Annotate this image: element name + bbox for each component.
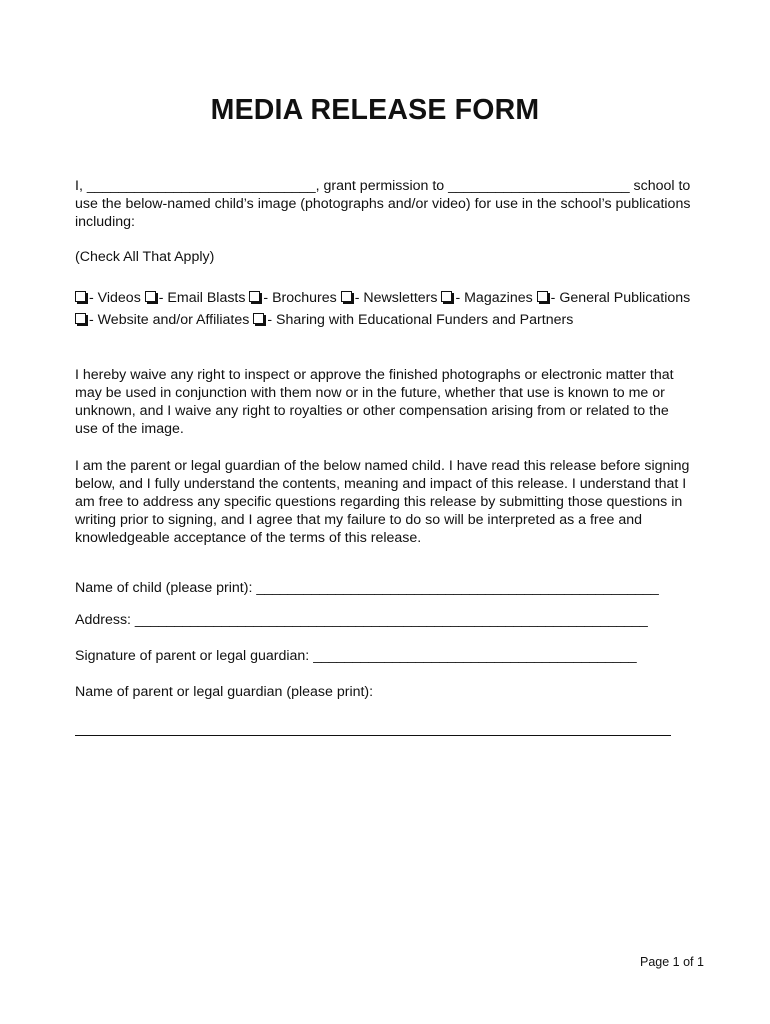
option-label: - Newsletters <box>354 290 438 306</box>
option-general-publications[interactable] <box>537 290 691 306</box>
checkbox-icon[interactable] <box>145 291 156 302</box>
waiver-paragraph: I hereby waive any right to inspect or approve the finished photographs or electronic matter that may be used in conjunction with them now or in the future, whether that use is known to me or unknown, and I waive any right to royalties or other compensation arising from or related to the use of the image. <box>75 367 674 437</box>
option-brochures[interactable] <box>249 290 336 306</box>
check-instruction: (Check All That Apply) <box>75 249 215 265</box>
option-website[interactable] <box>75 312 249 328</box>
option-label: - Magazines <box>455 290 533 306</box>
option-sharing-funders[interactable] <box>253 312 573 328</box>
option-newsletters[interactable] <box>341 290 438 306</box>
child-name-field[interactable]: Name of child (please print): ___________________________________________________ <box>75 580 659 596</box>
option-label: - Videos <box>89 290 141 306</box>
checkbox-icon[interactable] <box>441 291 452 302</box>
media-options <box>75 287 695 331</box>
page-number: Page 1 of 1 <box>640 955 704 969</box>
checkbox-icon[interactable] <box>249 291 260 302</box>
guardian-name-line[interactable] <box>75 735 671 736</box>
option-label: - Website and/or Affiliates <box>89 312 250 328</box>
page-title: MEDIA RELEASE FORM <box>210 94 540 126</box>
option-magazines[interactable] <box>441 290 532 306</box>
checkbox-icon[interactable] <box>75 313 86 324</box>
checkbox-icon[interactable] <box>537 291 548 302</box>
option-label: - Brochures <box>263 290 337 306</box>
option-label: - General Publications <box>550 290 691 306</box>
checkbox-icon[interactable] <box>253 313 264 324</box>
guardian-statement: I am the parent or legal guardian of the below named child. I have read this release before signing below, and I fully understand the contents, meaning and impact of this release. I understand that I am free to address any specific questions regarding this release by submitting those questions in writing prior to signing, and I agree that my failure to do so will be interpreted as a free and knowledgeable acceptance of the terms of this release. <box>75 458 690 546</box>
option-label: - Sharing with Educational Funders and Partners <box>267 312 574 328</box>
checkbox-icon[interactable] <box>75 291 86 302</box>
address-field[interactable]: Address: _________________________________________________________________ <box>75 612 648 628</box>
guardian-name-label: Name of parent or legal guardian (please print): <box>75 684 374 700</box>
checkbox-icon[interactable] <box>341 291 352 302</box>
option-label: - Email Blasts <box>158 290 246 306</box>
option-email-blasts[interactable] <box>145 290 246 306</box>
signature-field[interactable]: Signature of parent or legal guardian: _________________________________________ <box>75 648 637 664</box>
option-videos[interactable] <box>75 290 141 306</box>
intro-paragraph: I, _____________________________, grant permission to _______________________ school to use the below-named child’s image (photographs and/or video) for use in the school’s publications including: <box>75 178 691 230</box>
